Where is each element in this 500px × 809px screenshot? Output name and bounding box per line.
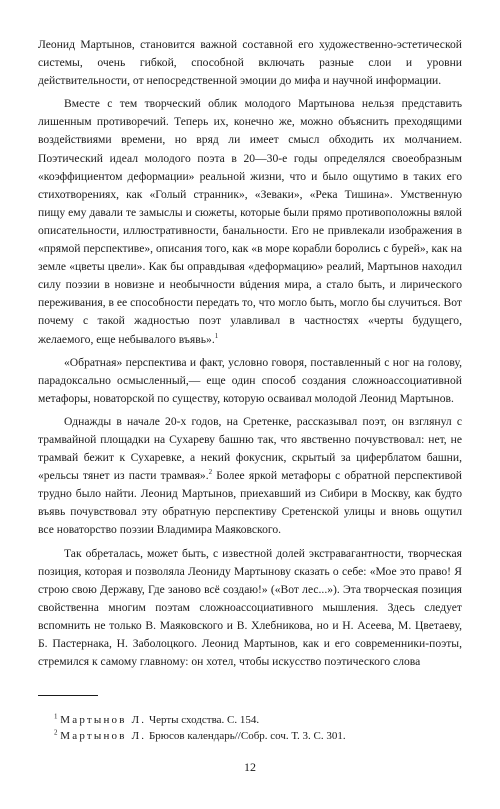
footnote-divider (38, 695, 98, 696)
paragraph-2-text: Вместе с тем творческий облик молодого Мартынова нельзя представить лишенным противоречий. Теперь их, конечно же, можно объяснить преходящими воздействиями времени, но вряд ли имеет смысл обходить их молчанием. Поэтический идеал молодого поэта в 20—30-е годы определялся своеобразным «коэффициентом деформации» реальной жизни, что и было ощутимо в таких его стихотворениях, как «Голый странник», «Зеваки», «Река Тишина». Умственную пищу ему давали те замыслы и сюжеты, которые были прямо противоположны вялой описательности, иллюстративности, банальности. Его не привлекали изображения в «прямой перспективе», описания того, как «в море корабли боролись с бурей», как на земле «цветы цвели». Как бы оправдывая «деформацию» реалий, Мартынов находил силу поэзии в новизне и необычности вúдения мира, а стало быть, и лирического переживания, в ее способности передать то, что могло быть, могло бы случиться. Вот почему с такой жадностью поэт улавливал в частностях «черты будущего, желаемого, еще небывалого въявь». (38, 97, 462, 346)
footnote-2-author: Мартынов Л. (60, 730, 147, 742)
paragraph-4-text-a: Однажды в начале 20-х годов, на Сретенке, рассказывал поэт, он взглянул с трамвайной площадки на Сухареву башню так, что явственно почувствовал: нет, не трамвай бежит к Сухаревке, а некий фокусник, скрытый за циферблатом башни, «рельсы тянет из пасти трамвая». (38, 414, 462, 483)
paragraph-4-text-b: Более яркой метафоры с обратной перспективой трудно было найти. Леонид Мартынов, приехавший из Сибири в Москву, как будто въявь почувствовал эту обратную перспективу Сретенской улицы и вновь ощутил все новаторство поэзии Владимира Маяковского. (38, 469, 462, 537)
page-number: 12 (244, 760, 256, 774)
footnote-1-author: Мартынов Л. (60, 714, 147, 726)
footnote-2 (54, 728, 462, 744)
footnote-2-mark: 2 (54, 728, 58, 737)
paragraph-2 (38, 95, 462, 348)
paragraph-3: «Обратная» перспектива и факт, условно говоря, поставленный с ног на голову, парадоксально осмысленный,— еще один способ создания сложноассоциативной метафоры, новаторской по существу, которую осваивал молодой Леонид Мартынов. (38, 355, 462, 405)
paragraph-4 (38, 413, 462, 540)
footnote-2-text: Брюсов календарь//Собр. соч. Т. 3. С. 301. (146, 730, 346, 742)
footnote-1 (54, 712, 462, 728)
paragraph-5: Так обреталась, может быть, с известной долей экстравагантности, творческая позиция, которая и позволяла Леониду Мартынову сказать о себе: «Мое это право! Я строю свою Державу, Где заново всё создаю!» («Вот лес...»). Эта творческая позиция свойственна многим поэтам сложноассоциативного мышления. Здесь следует вспомнить не только В. Маяковского и В. Хлебникова, но и Н. Асеева, М. Цветаеву, Б. Пастернака, Н. Заболоцкого. Леонид Мартынов, как и его современники-поэты, стремился к самому главному: он хотел, чтобы искусство поэтического слова (38, 546, 462, 669)
main-text (38, 36, 462, 671)
footnote-ref-1: 1 (214, 331, 219, 340)
footnote-ref-2: 2 (208, 468, 213, 477)
footnote-1-text: Черты сходства. С. 154. (146, 714, 260, 726)
footnotes (54, 712, 462, 744)
paragraph-1: Леонид Мартынов, становится важной составной его художественно-эстетической системы, очень гибкой, способной включать разные слои и уровни действительности, от непосредственной эмоции до мифа и научной информации. (38, 38, 462, 88)
footnote-1-mark: 1 (54, 712, 58, 721)
